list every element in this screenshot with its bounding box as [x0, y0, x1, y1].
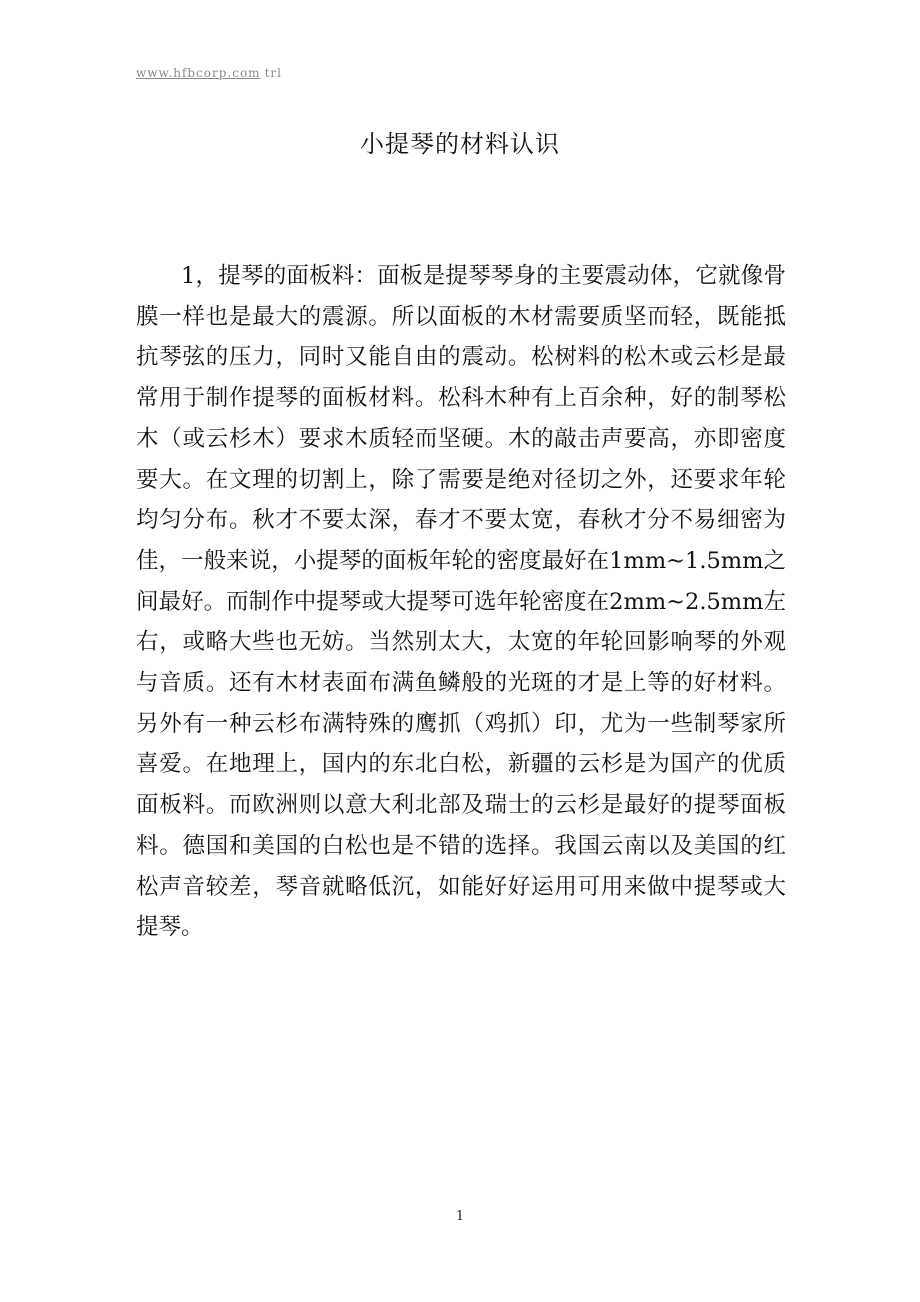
- page-number: 1: [455, 1209, 465, 1224]
- document-title: 小提琴的材料认识: [360, 130, 560, 158]
- body-paragraph: 1，提琴的面板料：面板是提琴琴身的主要震动体，它就像骨膜一样也是最大的震源。所以面板的木材需要质坚而轻，既能抵抗琴弦的压力，同时又能自由的震动。松树料的松木或云杉是最常用于制作提琴的面板材料。松科木种有上百余种，好的制琴松木（或云杉木）要求木质轻而坚硬。木的敲击声要高，亦即密度要大。在文理的切割上，除了需要是绝对径切之外，还要求年轮均匀分布。秋才不要太深，春才不要太宽，春秋才分不易细密为佳，一般来说，小提琴的面板年轮的密度最好在1mm~1.5mm之间最好。而制作中提琴或大提琴可选年轮密度在2mm~2.5mm左右，或略大些也无妨。当然别太大，太宽的年轮回影响琴的外观与音质。还有木材表面布满鱼鳞般的光斑的才是上等的好材料。另外有一种云杉布满特殊的鹰抓（鸡抓）印，尤为一些制琴家所喜爱。在地理上，国内的东北白松，新疆的云杉是为国产的优质面板料。而欧洲则以意大利北部及瑞士的云杉是最好的提琴面板料。德国和美国的白松也是不错的选择。我国云南以及美国的红松声音较差，琴音就略低沉，如能好好运用可用来做中提琴或大提琴。: [136, 263, 786, 941]
- header-link[interactable]: www.hfbcorp.com: [136, 66, 261, 80]
- header-suffix: trl: [264, 66, 282, 80]
- page-header: [136, 66, 282, 80]
